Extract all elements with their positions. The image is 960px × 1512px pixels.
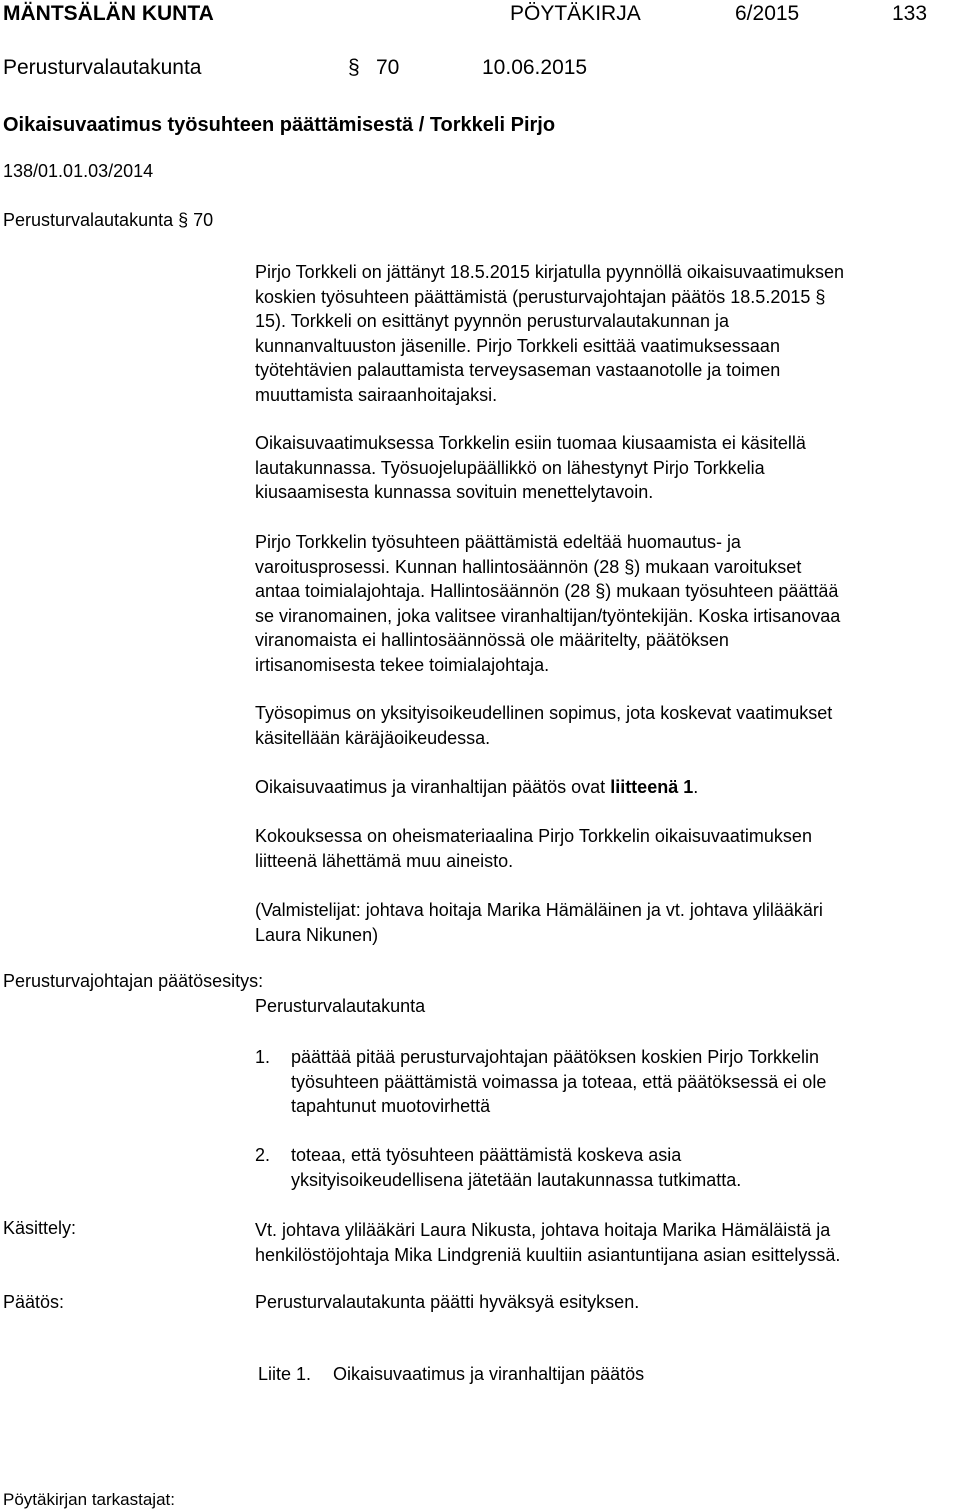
attachment-note-end: . — [693, 777, 699, 797]
paragraph-materials — [255, 824, 955, 873]
document-number: 6/2015 — [735, 2, 800, 25]
case-title: Oikaisuvaatimus työsuhteen päättämisestä / Torkkeli Pirjo — [3, 114, 556, 136]
handling-text — [255, 1218, 955, 1267]
case-history: Perusturvalautakunta § 70 — [3, 210, 214, 230]
item-number: 1. — [255, 1047, 271, 1067]
paragraph-line: Vt. johtava ylilääkäri Laura Nikusta, johtava hoitaja Marika Hämäläistä ja — [255, 1220, 831, 1240]
organization-name: MÄNTSÄLÄN KUNTA — [3, 2, 214, 25]
item-line: toteaa, että työsuhteen päättämistä koskeva asia — [291, 1145, 682, 1165]
paragraph-line: varoitusprosessi. Kunnan hallintosäännön (28 §) mukaan varoitukset — [255, 556, 802, 577]
item-line: päättää pitää perusturvajohtajan päätöksen koskien Pirjo Torkkelin — [291, 1047, 819, 1067]
section-sign: § — [348, 56, 360, 79]
section-number: 70 — [376, 56, 400, 79]
paragraph-request — [255, 260, 955, 407]
handling-label: Käsittely: — [3, 1218, 77, 1238]
proposal-addressee: Perusturvalautakunta — [255, 996, 426, 1016]
decision-text: Perusturvalautakunta päätti hyväksyä esityksen. — [255, 1292, 640, 1312]
paragraph-line: koskien työsuhteen päättämistä (perusturvajohtajan päätös 18.5.2015 § — [255, 286, 826, 307]
paragraph-line: irtisanomisesta tekee toimialajohtaja. — [255, 654, 550, 675]
attachment-note-text: Oikaisuvaatimus ja viranhaltijan päätös ovat — [255, 777, 611, 797]
paragraph-line: muuttamista sairaanhoitajaksi. — [255, 384, 498, 405]
committee-name: Perusturvalautakunta — [3, 56, 202, 79]
item-line: tapahtunut muotovirhettä — [291, 1096, 491, 1116]
proposal-label: Perusturvajohtajan päätösesitys: — [3, 971, 264, 991]
paragraph-line: liitteenä lähettämä muu aineisto. — [255, 850, 514, 871]
paragraph-line: henkilöstöjohtaja Mika Lindgreniä kuultiin asiantuntijana asian esittelyssä. — [255, 1244, 841, 1265]
attachment-title: Oikaisuvaatimus ja viranhaltijan päätös — [333, 1364, 645, 1384]
paragraph-line: Pirjo Torkkelin työsuhteen päättämistä edeltää huomautus- ja — [255, 532, 741, 552]
paragraph-line: Kokouksessa on oheismateriaalina Pirjo Torkkelin oikaisuvaatimuksen — [255, 826, 812, 846]
meeting-date: 10.06.2015 — [482, 56, 588, 79]
record-number: 138/01.01.03/2014 — [3, 161, 154, 181]
decision-label: Päätös: — [3, 1292, 65, 1312]
paragraph-line: se viranomainen, joka valitsee viranhaltijan/työntekijän. Koska irtisanovaa — [255, 605, 841, 626]
paragraph-line: Oikaisuvaatimuksessa Torkkelin esiin tuomaa kiusaamista ei käsitellä — [255, 433, 806, 453]
paragraph-line: viranomaista ei hallintosäännössä ole määritelty, päätöksen — [255, 630, 729, 650]
document-type: PÖYTÄKIRJA — [510, 2, 641, 25]
paragraph-preparers — [255, 898, 955, 947]
paragraph-line: 15). Torkkeli on esittänyt pyynnön perusturvalautakunnan ja — [255, 311, 729, 331]
attachment-label: Liite 1. — [258, 1364, 312, 1384]
paragraph-line: Laura Nikunen) — [255, 924, 379, 945]
paragraph-line: työtehtävien palauttamista terveysaseman vastaanotolle ja toimen — [255, 360, 781, 380]
paragraph-line: (Valmistelijat: johtava hoitaja Marika Hämäläinen ja vt. johtava ylilääkäri — [255, 900, 823, 920]
paragraph-line: Pirjo Torkkeli on jättänyt 18.5.2015 kirjatulla pyynnöllä oikaisuvaatimuksen — [255, 262, 844, 282]
paragraph-line: lautakunnassa. Työsuojelupäällikkö on lähestynyt Pirjo Torkkelia — [255, 457, 765, 478]
item-line: työsuhteen päättämistä voimassa ja toteaa, että päätöksessä ei ole — [291, 1071, 827, 1092]
item-number: 2. — [255, 1145, 271, 1165]
inspectors-label: Pöytäkirjan tarkastajat: — [3, 1490, 175, 1509]
item-line: yksityisoikeudellisena jätetään lautakunnassa tutkimatta. — [291, 1169, 742, 1190]
paragraph-line: kiusaamisesta kunnassa sovituin menettelytavoin. — [255, 482, 654, 502]
paragraph-process — [255, 530, 955, 677]
paragraph-contract — [255, 701, 955, 750]
paragraph-line: Työsopimus on yksityisoikeudellinen sopimus, jota koskevat vaatimukset — [255, 703, 833, 723]
paragraph-line: antaa toimialajohtaja. Hallintosäännön (28 §) mukaan työsuhteen päättää — [255, 581, 839, 601]
paragraph-harassment — [255, 431, 955, 505]
paragraph-line: käsitellään käräjäoikeudessa. — [255, 727, 491, 748]
paragraph-line: kunnanvaltuuston jäsenille. Pirjo Torkkeli esittää vaatimuksessaan — [255, 335, 780, 356]
paragraph-attachment-note — [255, 775, 955, 800]
page-number: 133 — [892, 2, 928, 25]
proposal-item-1 — [255, 1045, 955, 1119]
attachment-reference: liitteenä 1 — [610, 777, 694, 797]
proposal-item-2 — [255, 1143, 955, 1192]
